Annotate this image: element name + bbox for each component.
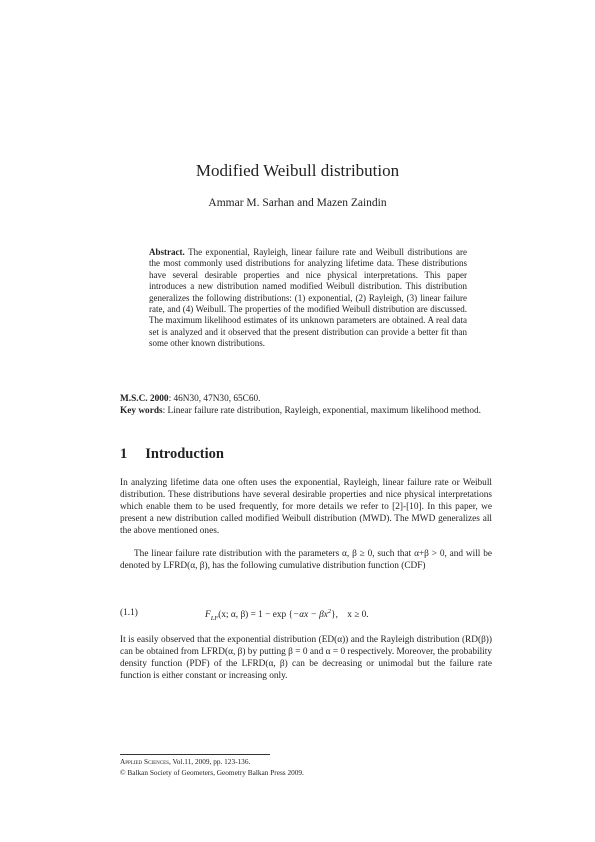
equation-body: $F_{LF}(x$; α, $\beta) = 1 - \exp \{-\alpha x - \beta x^2\}$, x ≥ 0. xyxy=(205,608,369,622)
footer-journal-details: , Vol.11, 2009, pp. 123-136. xyxy=(168,757,251,766)
section-heading xyxy=(120,446,224,463)
equation-condition: , x ≥ 0. xyxy=(335,610,369,621)
abstract-block xyxy=(149,247,467,350)
msc-label: M.S.C. 2000 xyxy=(120,394,169,404)
equation-inner: −αx − βx xyxy=(292,610,328,621)
section-title: Introduction xyxy=(145,446,224,462)
keywords-line xyxy=(120,405,492,417)
footer-journal-line xyxy=(120,757,250,767)
section-number: 1 xyxy=(120,446,128,462)
equation-subscript: LF xyxy=(210,614,219,622)
abstract-text: The exponential, Rayleigh, linear failure rate and Weibull distributions are the most commonly used distributions for analyzing lifetime data. These distributions have several desirable properties and nice physical interpretations. This paper introduces a new distribution named modified Weibull distribution. This distribution generalizes the following distributions: (1) exponential, (2) Rayleigh, (3) linear failure rate, and (4) Weibull. The properties of the modified Weibull distribution are discussed. The maximum likelihood estimates of its unknown parameters are obtained. A real data set is analyzed and it observed that the present distribution can provide a better fit than some other known distributions. xyxy=(149,247,467,349)
paper-title: Modified Weibull distribution xyxy=(195,161,400,180)
equation-args: (x; α, β) = 1 − exp xyxy=(218,610,287,621)
footer-copyright: © Balkan Society of Geometers, Geometry Balkan Press 2009. xyxy=(120,768,304,777)
equation-lhs: F xyxy=(205,610,211,621)
paragraph-3: It is easily observed that the exponential distribution (ED(α)) and the Rayleigh distribution (RD(β)) can be obtained from LFRD(α, β) by putting β = 0 and α = 0 respectively. Moreover, the probability density function (PDF) of the LFRD(α, β) can be decreasing or unimodal but the failure rate function is either constant or increasing only. xyxy=(120,635,492,681)
footnote-rule xyxy=(120,754,270,755)
footer-journal-name: Applied Sciences xyxy=(120,757,169,766)
paragraph-1: In analyzing lifetime data one often uses the exponential, Rayleigh, linear failure rate or Weibull distribution. These distributions have several desirable properties and nice physical interpretations which enable them to be used frequently, for more details we refer to [2]-[10]. In this paper, we present a new distribution called modified Weibull distribution (MWD). The MWD generalizes all the above mentioned ones. xyxy=(120,478,492,536)
equation-power: 2 xyxy=(327,608,332,615)
msc-value: : 46N30, 47N30, 65C60. xyxy=(168,394,261,404)
equation-1-1 xyxy=(120,608,492,622)
msc-line xyxy=(120,393,492,405)
keywords-value: : Linear failure rate distribution, Rayleigh, exponential, maximum likelihood method. xyxy=(162,406,481,416)
paragraph-2: The linear failure rate distribution with the parameters α, β ≥ 0, such that α+β > 0, and will be denoted by LFRD(α, β), has the following cumulative distribution function (CDF) xyxy=(120,549,492,571)
keywords-label: Key words xyxy=(120,406,163,416)
abstract-label: Abstract. xyxy=(149,247,185,257)
paper-authors: Ammar M. Sarhan and Mazen Zaindin xyxy=(208,197,387,209)
equation-number: (1.1) xyxy=(120,608,138,618)
